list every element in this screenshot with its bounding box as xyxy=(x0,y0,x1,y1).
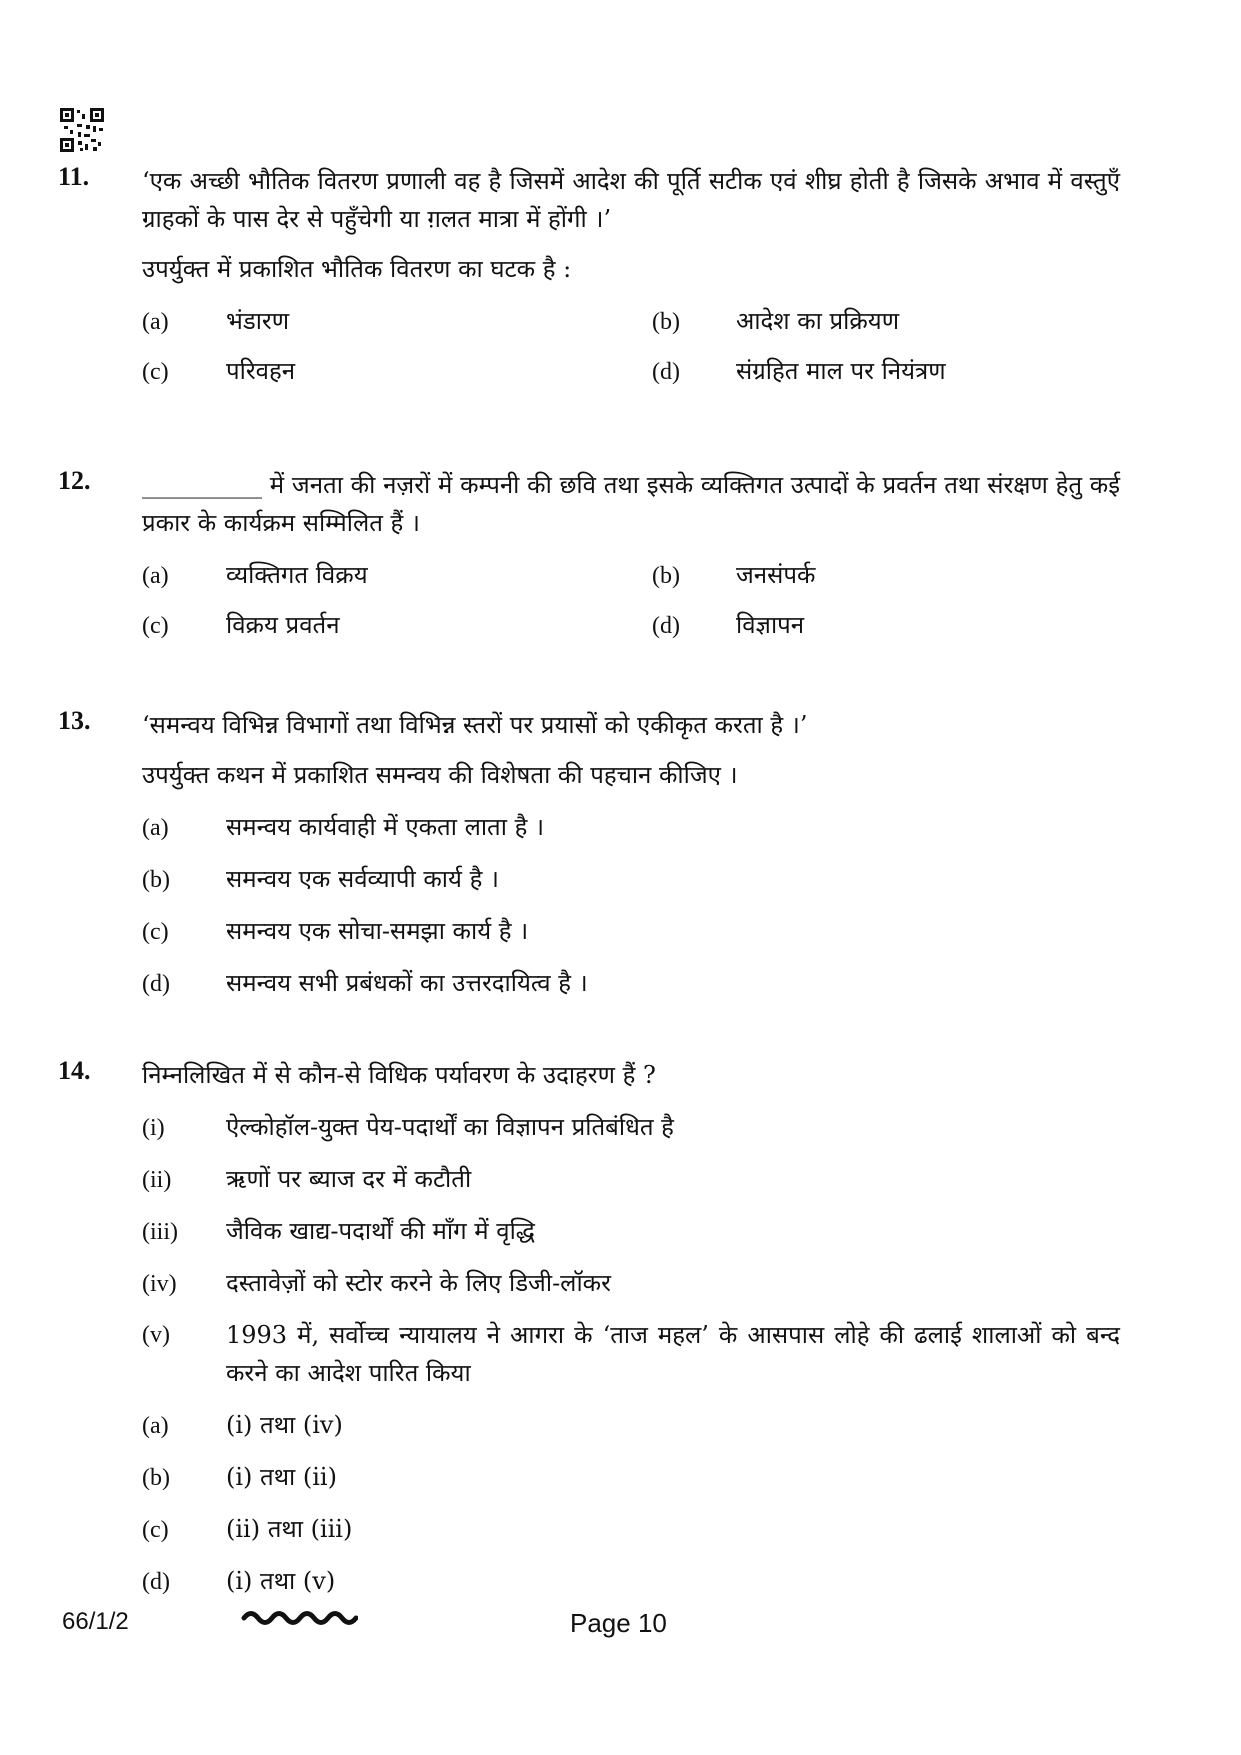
statement-iv: (iv) दस्तावेज़ों को स्टोर करने के लिए डिजी-लॉकर xyxy=(142,1269,611,1297)
tilde-ornament-icon xyxy=(240,1602,358,1632)
statement-i: (i) ऐल्कोहॉल-युक्त पेय-पदार्थों का विज्ञापन प्रतिबंधित है xyxy=(142,1113,674,1141)
option-d: (d) संग्रहित माल पर नियंत्रण xyxy=(652,357,946,385)
question-number: 14. xyxy=(58,1056,91,1085)
option-a: (a) (i) तथा (iv) xyxy=(142,1411,343,1439)
question-number: 13. xyxy=(58,706,91,735)
question-stem: ‘एक अच्छी भौतिक वितरण प्रणाली वह है जिसमें आदेश की पूर्ति सटीक एवं शीघ्र होती है जिसके अभाव में वस्तुएँ ग्राहकों के पास देर से पहुँचेगी या ग़लत मात्रा में होंगी ।’ xyxy=(142,167,1120,233)
options xyxy=(142,808,1120,1002)
option-a: (a) व्यक्तिगत विक्रय xyxy=(142,561,368,589)
option-d: (d) विज्ञापन xyxy=(652,611,805,639)
option-b: (b) (i) तथा (ii) xyxy=(142,1463,337,1491)
statement-v: (v) 1993 में, सर्वोच्च न्यायालय ने आगरा के ‘ताज महल’ के आसपास लोहे की ढलाई शालाओं को बन्द करने का आदेश पारित किया xyxy=(142,1321,1120,1387)
statements xyxy=(142,1108,1120,1392)
question-14 xyxy=(58,1056,1120,1600)
option-b: (b) आदेश का प्रक्रियण xyxy=(652,307,900,335)
option-b: (b) जनसंपर्क xyxy=(652,561,816,589)
question-number: 12. xyxy=(58,466,91,495)
option-a: (a) समन्वय कार्यवाही में एकता लाता है । xyxy=(142,813,545,841)
option-c: (c) परिवहन xyxy=(142,357,296,385)
options xyxy=(142,556,1120,644)
question-prompt: उपर्युक्त में प्रकाशित भौतिक वितरण का घटक है : xyxy=(142,255,572,283)
option-d: (d) (i) तथा (v) xyxy=(142,1567,336,1595)
question-13 xyxy=(58,706,1120,1002)
option-a: (a) भंडारण xyxy=(142,307,290,335)
question-number: 11. xyxy=(58,162,90,191)
option-c: (c) समन्वय एक सोचा-समझा कार्य है । xyxy=(142,917,529,945)
option-c: (c) (ii) तथा (iii) xyxy=(142,1515,353,1543)
option-b: (b) समन्वय एक सर्वव्यापी कार्य है । xyxy=(142,865,500,893)
options xyxy=(142,1406,1120,1600)
statement-ii: (ii) ऋणों पर ब्याज दर में कटौती xyxy=(142,1165,472,1193)
question-stem: ‘समन्वय विभिन्न विभागों तथा विभिन्न स्तरों पर प्रयासों को एकीकृत करता है ।’ xyxy=(142,711,808,739)
question-prompt: उपर्युक्त कथन में प्रकाशित समन्वय की विशेषता की पहचान कीजिए । xyxy=(142,761,738,789)
page-footer xyxy=(0,1608,1241,1648)
options xyxy=(142,302,1120,390)
option-d: (d) समन्वय सभी प्रबंधकों का उत्तरदायित्व है । xyxy=(142,969,588,997)
statement-iii: (iii) जैविक खाद्य-पदार्थों की माँग में वृद्धि xyxy=(142,1217,535,1245)
option-c: (c) विक्रय प्रवर्तन xyxy=(142,611,340,639)
qr-code-icon xyxy=(60,108,104,152)
page-number: Page 10 xyxy=(570,1608,667,1638)
fill-in-blank: __________ xyxy=(142,471,262,499)
question-stem: __________ में जनता की नज़रों में कम्पनी की छवि तथा इसके व्यक्तिगत उत्पादों के प्रवर्तन तथा संरक्षण हेतु कई प्रकार के कार्यक्रम सम्मिलित हैं । xyxy=(142,471,1120,537)
question-12 xyxy=(58,466,1120,644)
paper-code: 66/1/2 xyxy=(62,1608,129,1635)
question-stem: निम्नलिखित में से कौन-से विधिक पर्यावरण के उदाहरण हैं ? xyxy=(142,1061,656,1089)
question-11 xyxy=(58,162,1120,390)
